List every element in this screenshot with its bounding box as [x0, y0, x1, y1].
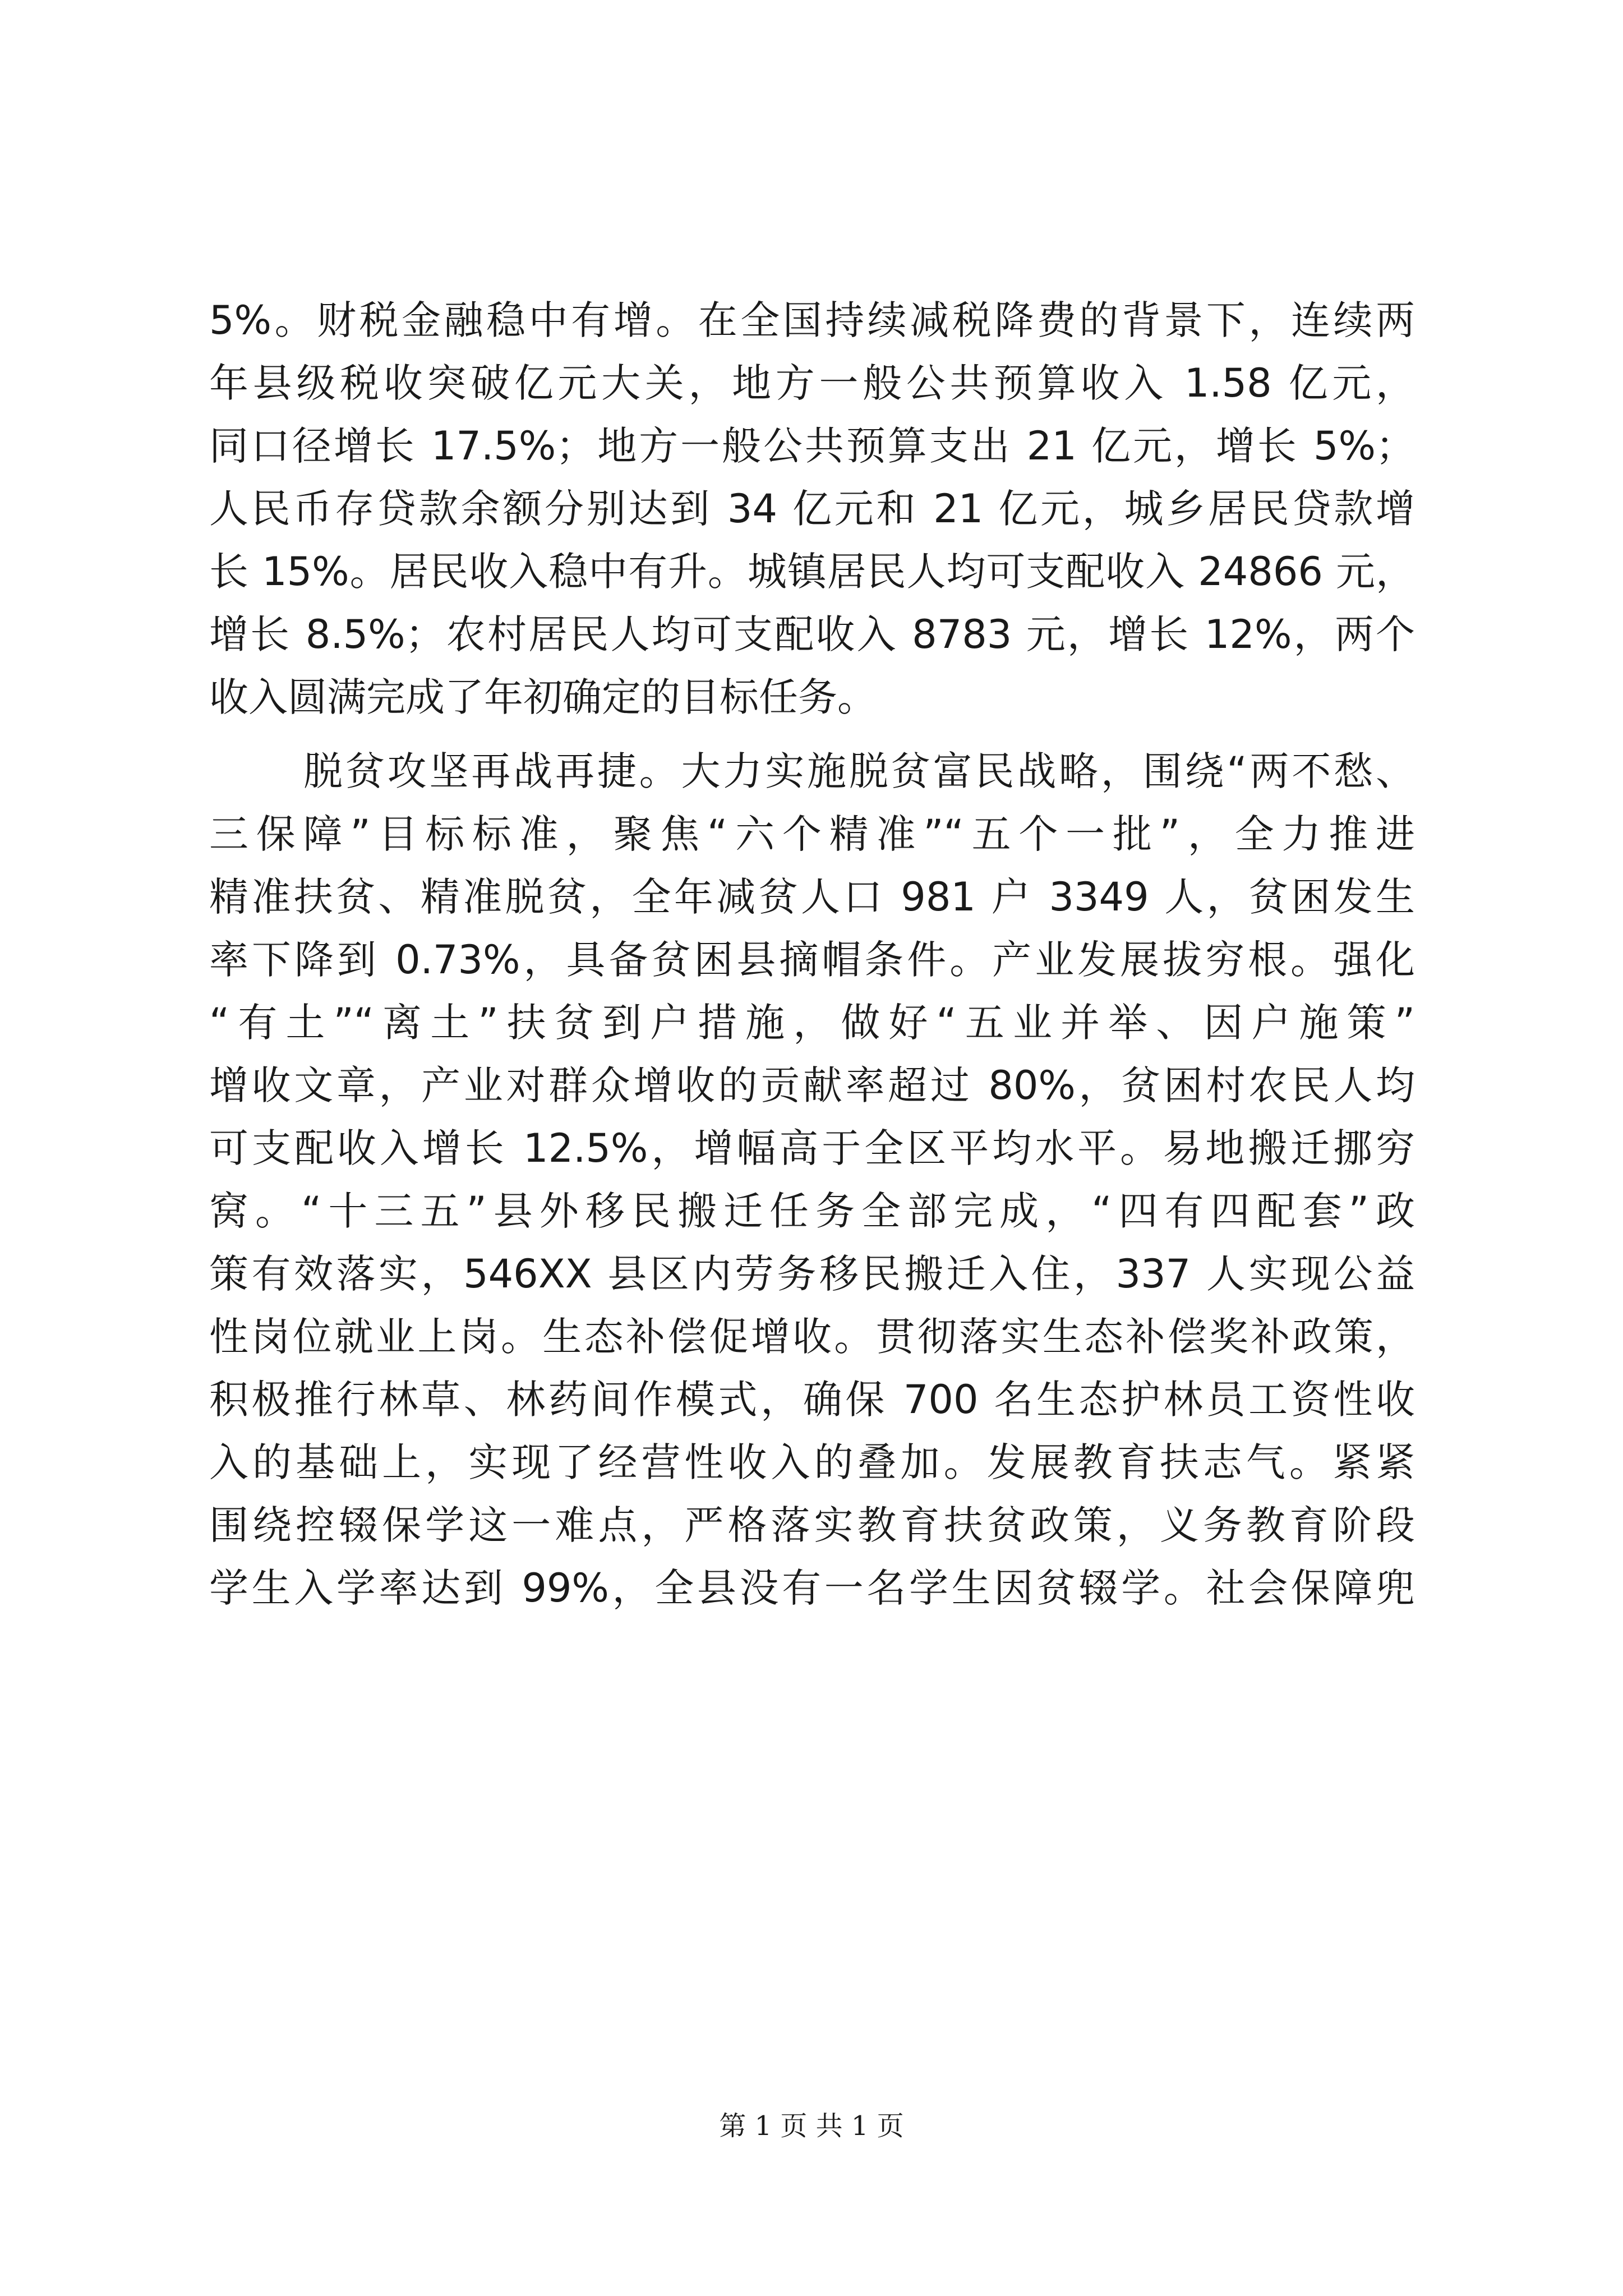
text-line: “有土”“离土”扶贫到户措施，做好“五业并举、因户施策”	[209, 1000, 1415, 1046]
text-line: 策有效落实，546XX 县区内劳务移民搬迁入住，337 人实现公益	[209, 1251, 1415, 1297]
text-line: 长 15%。居民收入稳中有升。城镇居民人均可支配收入 24866 元，	[209, 549, 1415, 595]
paragraph-1	[209, 289, 1415, 729]
text-line: 5%。财税金融稳中有增。在全国持续减税降费的背景下，连续两	[209, 297, 1415, 343]
text-line: 入的基础上，实现了经营性收入的叠加。发展教育扶志气。紧紧	[209, 1439, 1415, 1485]
text-line: 性岗位就业上岗。生态补偿促增收。贯彻落实生态补偿奖补政策，	[209, 1314, 1415, 1360]
paragraph-2	[209, 740, 1415, 1619]
text-line: 人民币存贷款余额分别达到 34 亿元和 21 亿元，城乡居民贷款增	[209, 486, 1415, 532]
text-line: 脱贫攻坚再战再捷。大力实施脱贫富民战略，围绕“两不愁、	[303, 748, 1415, 794]
text-line: 增长 8.5%；农村居民人均可支配收入 8783 元，增长 12%，两个	[209, 611, 1415, 657]
text-line: 窝。“十三五”县外移民搬迁任务全部完成，“四有四配套”政	[209, 1188, 1415, 1234]
text-line: 率下降到 0.73%，具备贫困县摘帽条件。产业发展拔穷根。强化	[209, 937, 1415, 983]
text-line: 年县级税收突破亿元大关，地方一般公共预算收入 1.58 亿元，	[209, 360, 1415, 406]
text-line: 三保障”目标标准，聚焦“六个精准”“五个一批”，全力推进	[209, 811, 1415, 857]
text-line: 收入圆满完成了年初确定的目标任务。	[209, 674, 877, 720]
page-footer	[0, 2106, 1623, 2146]
text-line: 精准扶贫、精准脱贫，全年减贫人口 981 户 3349 人，贫困发生	[209, 874, 1415, 920]
body-text	[209, 289, 1415, 1619]
text-line: 可支配收入增长 12.5%，增幅高于全区平均水平。易地搬迁挪穷	[209, 1125, 1415, 1171]
text-line: 学生入学率达到 99%，全县没有一名学生因贫辍学。社会保障兜	[209, 1565, 1415, 1611]
text-line: 积极推行林草、林药间作模式，确保 700 名生态护林员工资性收	[209, 1377, 1415, 1423]
text-line: 围绕控辍保学这一难点，严格落实教育扶贫政策，义务教育阶段	[209, 1502, 1415, 1548]
text-line: 增收文章，产业对群众增收的贡献率超过 80%，贫困村农民人均	[209, 1062, 1415, 1108]
paragraph-spacer	[209, 729, 1415, 740]
page-number-label: 第 1 页 共 1 页	[719, 2110, 904, 2142]
text-line: 同口径增长 17.5%；地方一般公共预算支出 21 亿元，增长 5%；	[209, 423, 1415, 469]
